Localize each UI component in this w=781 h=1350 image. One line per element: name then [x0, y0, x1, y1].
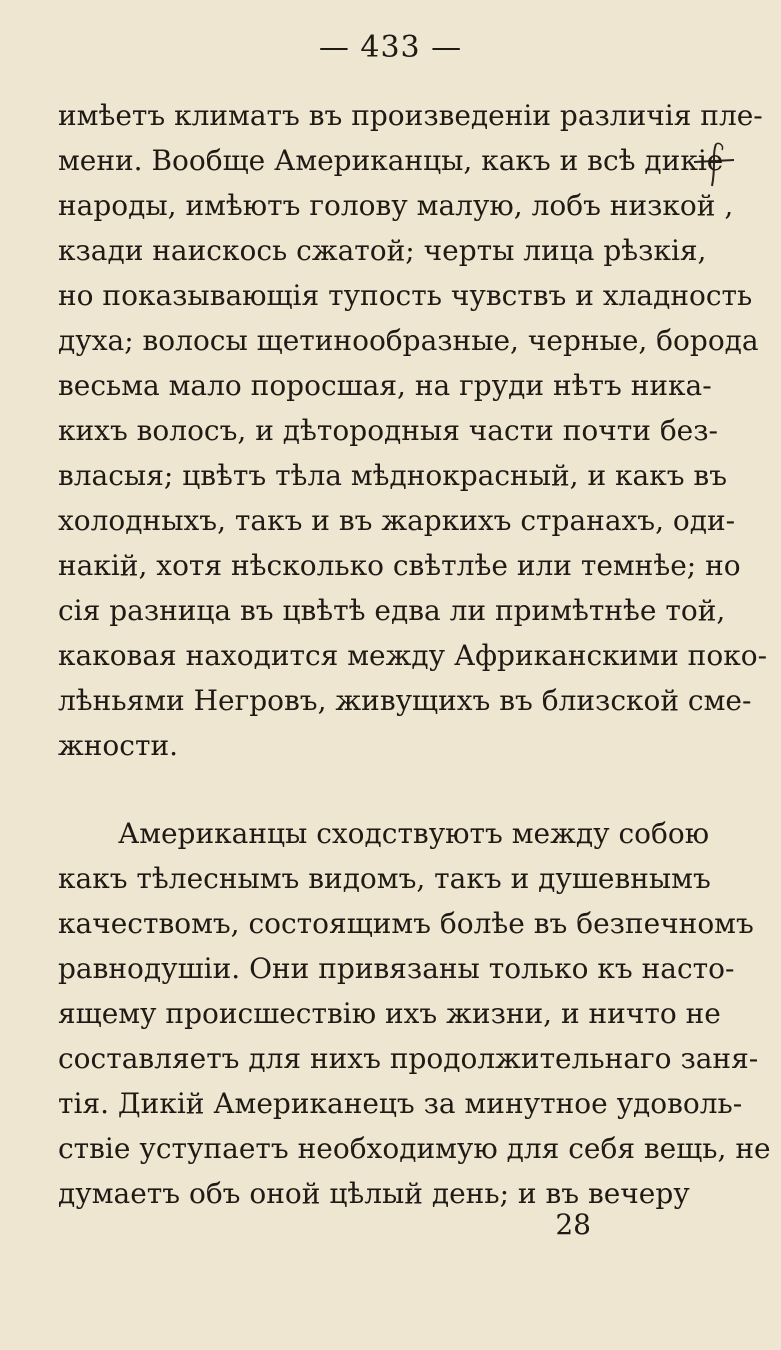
text-line: ящему происшествiю ихъ жизни, и ничто не [58, 997, 721, 1030]
text-line: какъ тѣлеснымъ видомъ, такъ и душевнымъ [58, 862, 711, 895]
text-line: но показывающiя тупость чувствъ и хладность [58, 279, 753, 312]
text-line: имѣетъ климатъ въ произведенiи различiя пле- [58, 99, 763, 132]
text-line: жности. [58, 729, 179, 762]
signature-mark: 28 [555, 1208, 591, 1241]
text-line: весьма мало поросшая, на груди нѣтъ ника- [58, 369, 712, 402]
text-line: составляетъ для нихъ продолжительнаго заня- [58, 1042, 759, 1075]
text-line: кзади наискось сжатой; черты лица рѣзкiя, [58, 234, 707, 267]
text-line: ствiе уступаетъ необходимую для себя вещь, не [58, 1132, 771, 1165]
text-line: думаетъ объ оной цѣлый день; и въ вечеру [58, 1177, 690, 1210]
text-line: лѣньями Негровъ, живущихъ въ близской сме- [58, 684, 752, 717]
text-line: мени. Вообще Американцы, какъ и всѣ дикiе [58, 144, 724, 177]
text-line: власыя; цвѣтъ тѣла мѣднокрасный, и какъ въ [58, 459, 728, 492]
text-line: кихъ волосъ, и дѣтородныя части почти без- [58, 414, 718, 447]
text-line: народы, имѣютъ голову малую, лобъ низкой , [58, 189, 734, 222]
text-line: каковая находится между Африканскими поко- [58, 639, 768, 672]
text-line: холодныхъ, такъ и въ жаркихъ странахъ, оди- [58, 504, 736, 537]
text-line: сiя разница въ цвѣтѣ едва ли примѣтнѣе той, [58, 594, 726, 627]
text-line: равнодушiи. Они привязаны только къ насто- [58, 952, 735, 985]
text-line: накiй, хотя нѣсколько свѣтлѣе или темнѣе; но [58, 549, 741, 582]
text-line: тiя. Дикiй Американецъ за минутное удоволь- [58, 1087, 743, 1120]
text-line: духа; волосы щетинообразные, черные, борода [58, 324, 759, 357]
page-number-header: — 433 — [318, 30, 463, 65]
text-line: качествомъ, состоящимъ болѣе въ безпечномъ [58, 907, 754, 940]
text-line: Американцы сходствуютъ между собою [118, 817, 710, 850]
